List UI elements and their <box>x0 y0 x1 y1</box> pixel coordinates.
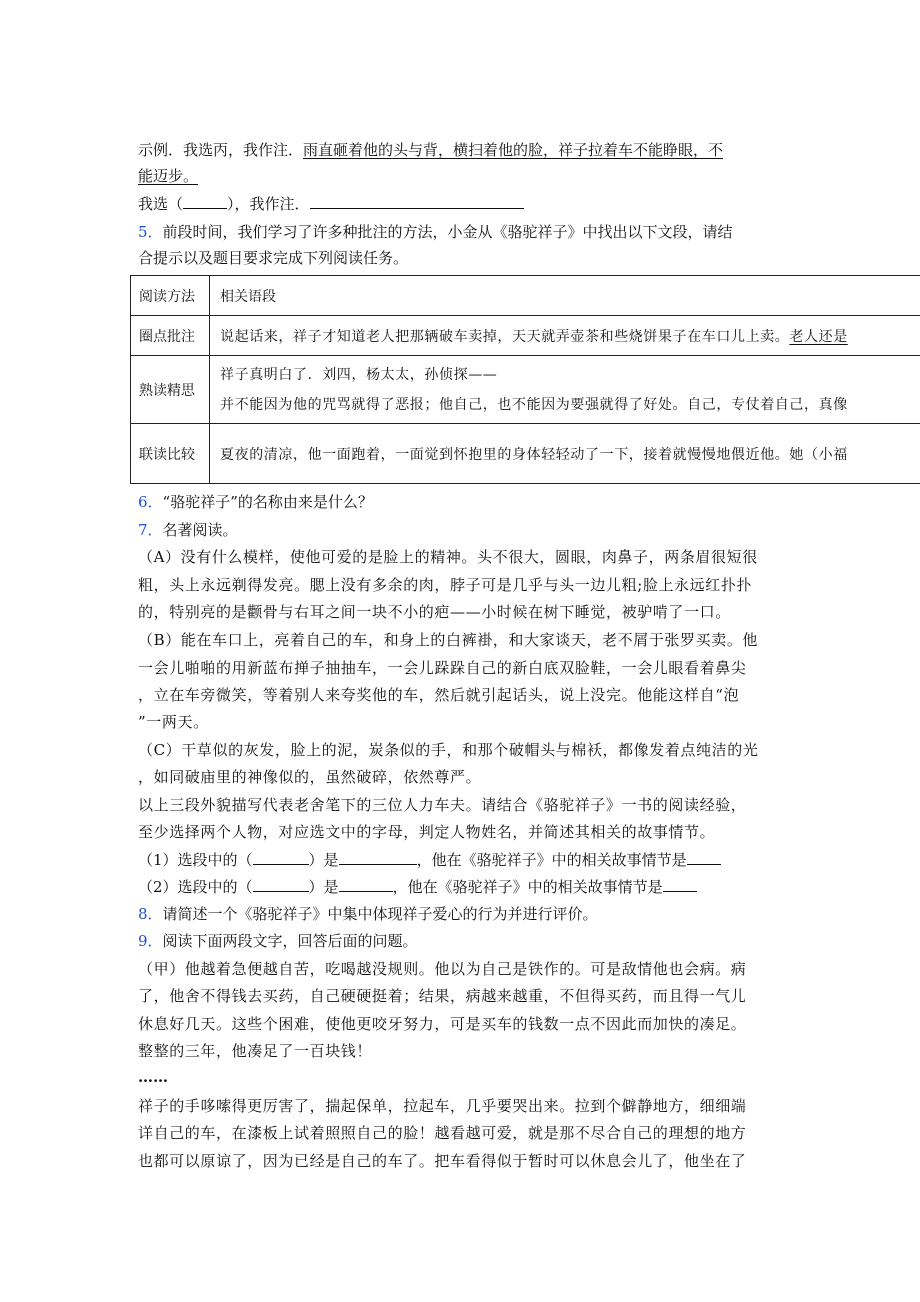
row-text-line-2: 并不能因为他的咒骂就得了恶报；他自己，也不能因为要强就得了好处。自己，专仗着自己，真像 <box>220 396 848 413</box>
row-text-underlined: 老人还是 <box>789 328 848 345</box>
row-method-compare: 联读比较 <box>131 424 210 484</box>
row-text-intensive <box>210 356 920 424</box>
table-row <box>131 316 920 356</box>
example-line-1 <box>138 139 723 161</box>
sub1-text-1: （1）选段中的（ <box>138 851 253 869</box>
example-prefix: 示例．我选丙，我作注． <box>138 141 304 159</box>
sub1-text-3: ，他在《骆驼祥子》中的相关故事情节是 <box>416 851 687 869</box>
row-method-intensive: 熟读精思 <box>131 356 210 424</box>
table-header-row <box>131 276 920 316</box>
example-underlined-text-2: 能迈步。 <box>138 167 199 185</box>
sub2-text-2: ）是 <box>308 878 339 896</box>
q5-text-2: 合提示以及题目要求完成下列阅读任务。 <box>138 249 409 267</box>
sub1-name-blank[interactable] <box>339 849 417 865</box>
q5-text-1: 前段时间，我们学习了许多种批注的方法，小金从《骆驼祥子》中找出以下文段，请结 <box>162 223 733 241</box>
choose-line <box>138 193 524 215</box>
q9-line <box>138 930 418 952</box>
sub1-text-2: ）是 <box>308 851 339 869</box>
q8-text: 请简述一个《骆驼祥子》中集中体现祥子爱心的行为并进行评价。 <box>162 905 598 923</box>
q7-title: 名著阅读。 <box>162 521 238 539</box>
passage-jia-line: 休息好几天。这些个困难，使他更咬牙努力，可是买车的钱数一点不因此而加快的凑足。 <box>138 1015 747 1033</box>
task-line: 至少选择两个人物，对应选文中的字母，判定人物姓名，并简述其相关的故事情节。 <box>138 823 716 841</box>
row-text-line-1: 祥子真明白了．刘四，杨太太，孙侦探—— <box>220 366 498 383</box>
q6-line <box>138 491 373 513</box>
passage-yi-line: 也都可以原谅了，因为已经是自己的车了。把车看得似于暂时可以休息会儿了，他坐在了 <box>138 1152 747 1170</box>
choose-mid: ），我作注． <box>227 195 310 213</box>
choose-prefix: 我选（ <box>138 195 184 213</box>
sub2-name-blank[interactable] <box>339 876 393 892</box>
row-text-plain: 说起话来，祥子才知道老人把那辆破车卖掉，天天就弄壶茶和些烧饼果子在车口儿上卖。 <box>220 328 790 345</box>
header-method: 阅读方法 <box>131 276 210 316</box>
passage-a-line: （A）没有什么模样，使他可爱的是脸上的精神。头不很大，圆眼，肉鼻子，两条眉很短很 <box>138 548 758 566</box>
passage-c-line: （C）干草似的灰发，脸上的泥，炭条似的手，和那个破帽头与棉袄，都像发着点纯洁的光 <box>138 741 759 759</box>
row-text-compare: 夏夜的清凉，他一面跑着，一面觉到怀抱里的身体轻轻动了一下，接着就慢慢地偎近他。她（小福 <box>210 424 920 484</box>
ellipsis: …… <box>138 1068 168 1086</box>
q9-text: 阅读下面两段文字，回答后面的问题。 <box>162 932 418 950</box>
q5-line-1 <box>138 221 733 243</box>
header-text: 相关语段 <box>210 276 920 316</box>
sub2-text-3: ，他在《骆驼祥子》中的相关故事情节是 <box>392 878 663 896</box>
table-row <box>131 424 920 484</box>
sub1-plot-blank[interactable] <box>687 849 721 865</box>
passage-b-line: 一会儿啪啪的用新蓝布掸子抽抽车，一会儿跺跺自己的新白底双脸鞋，一会儿眼看着鼻尖 <box>138 659 747 677</box>
q6-number: 6． <box>138 493 163 511</box>
q6-text: “骆驼祥子”的名称由来是什么？ <box>162 493 373 511</box>
row-text-circle <box>210 316 920 356</box>
sub-question-1 <box>138 849 721 871</box>
passage-a-line: 粗，头上永远剃得发亮。腮上没有多余的肉，脖子可是几乎与头一边儿粗;脸上永远红扑扑 <box>138 576 753 594</box>
q7-title-line <box>138 519 238 541</box>
example-underlined-text: 雨直砸着他的头与背，横扫着他的脸，祥子拉着车不能睁眼，不 <box>303 141 724 159</box>
q5-line-2 <box>138 247 408 269</box>
passage-b-line: （B）能在车口上，亮着自己的车，和身上的白裤褂，和大家谈天，老不屑于张罗买卖。他 <box>138 631 759 649</box>
example-line-2 <box>138 165 198 187</box>
reading-methods-table <box>130 275 920 484</box>
passage-jia-line: （甲）他越着急便越自苦，吃喝越没规则。他以为自己是铁作的。可是敌情他也会病。病 <box>138 960 747 978</box>
q8-line <box>138 903 598 925</box>
sub2-letter-blank[interactable] <box>253 876 309 892</box>
passage-yi-line: 祥子的手哆嗦得更厉害了，揣起保单，拉起车，几乎要哭出来。拉到个僻静地方，细细端 <box>138 1097 747 1115</box>
passage-jia-line: 整整的三年，他凑足了一百块钱！ <box>138 1042 373 1060</box>
passage-jia-line: 了，他舍不得钱去买药，自己硬硬挺着；结果，病越来越重，不但得买药，而且得一气儿 <box>138 987 747 1005</box>
sub-question-2 <box>138 876 697 898</box>
q8-number: 8． <box>138 905 163 923</box>
q5-number: 5． <box>138 223 163 241</box>
sub1-letter-blank[interactable] <box>253 849 309 865</box>
q7-number: 7． <box>138 521 163 539</box>
passage-b-line: ”一两天。 <box>138 713 209 731</box>
passage-b-line: ，立在车旁微笑，等着别人来夸奖他的车，然后就引起话头，说上没完。他能这样自“泡 <box>138 686 740 704</box>
passage-a-line: 的，特别亮的是颧骨与右耳之间一块不小的疤——小时候在树下睡觉，被驴啃了一口。 <box>138 603 731 621</box>
task-line: 以上三段外貌描写代表老舍笔下的三位人力车夫。请结合《骆驼祥子》一书的阅读经验， <box>138 796 747 814</box>
passage-c-line: ，如同破庙里的神像似的，虽然破碎，依然尊严。 <box>138 768 482 786</box>
sub2-plot-blank[interactable] <box>663 876 697 892</box>
sub2-text-1: （2）选段中的（ <box>138 878 253 896</box>
row-method-circle: 圈点批注 <box>131 316 210 356</box>
annotation-blank[interactable] <box>310 193 524 209</box>
table-row <box>131 356 920 424</box>
choose-blank[interactable] <box>183 193 227 209</box>
q9-number: 9． <box>138 932 163 950</box>
passage-yi-line: 详自己的车，在漆板上试着照照自己的脸！越看越可爱，就是那不尽合自己的理想的地方 <box>138 1124 747 1142</box>
